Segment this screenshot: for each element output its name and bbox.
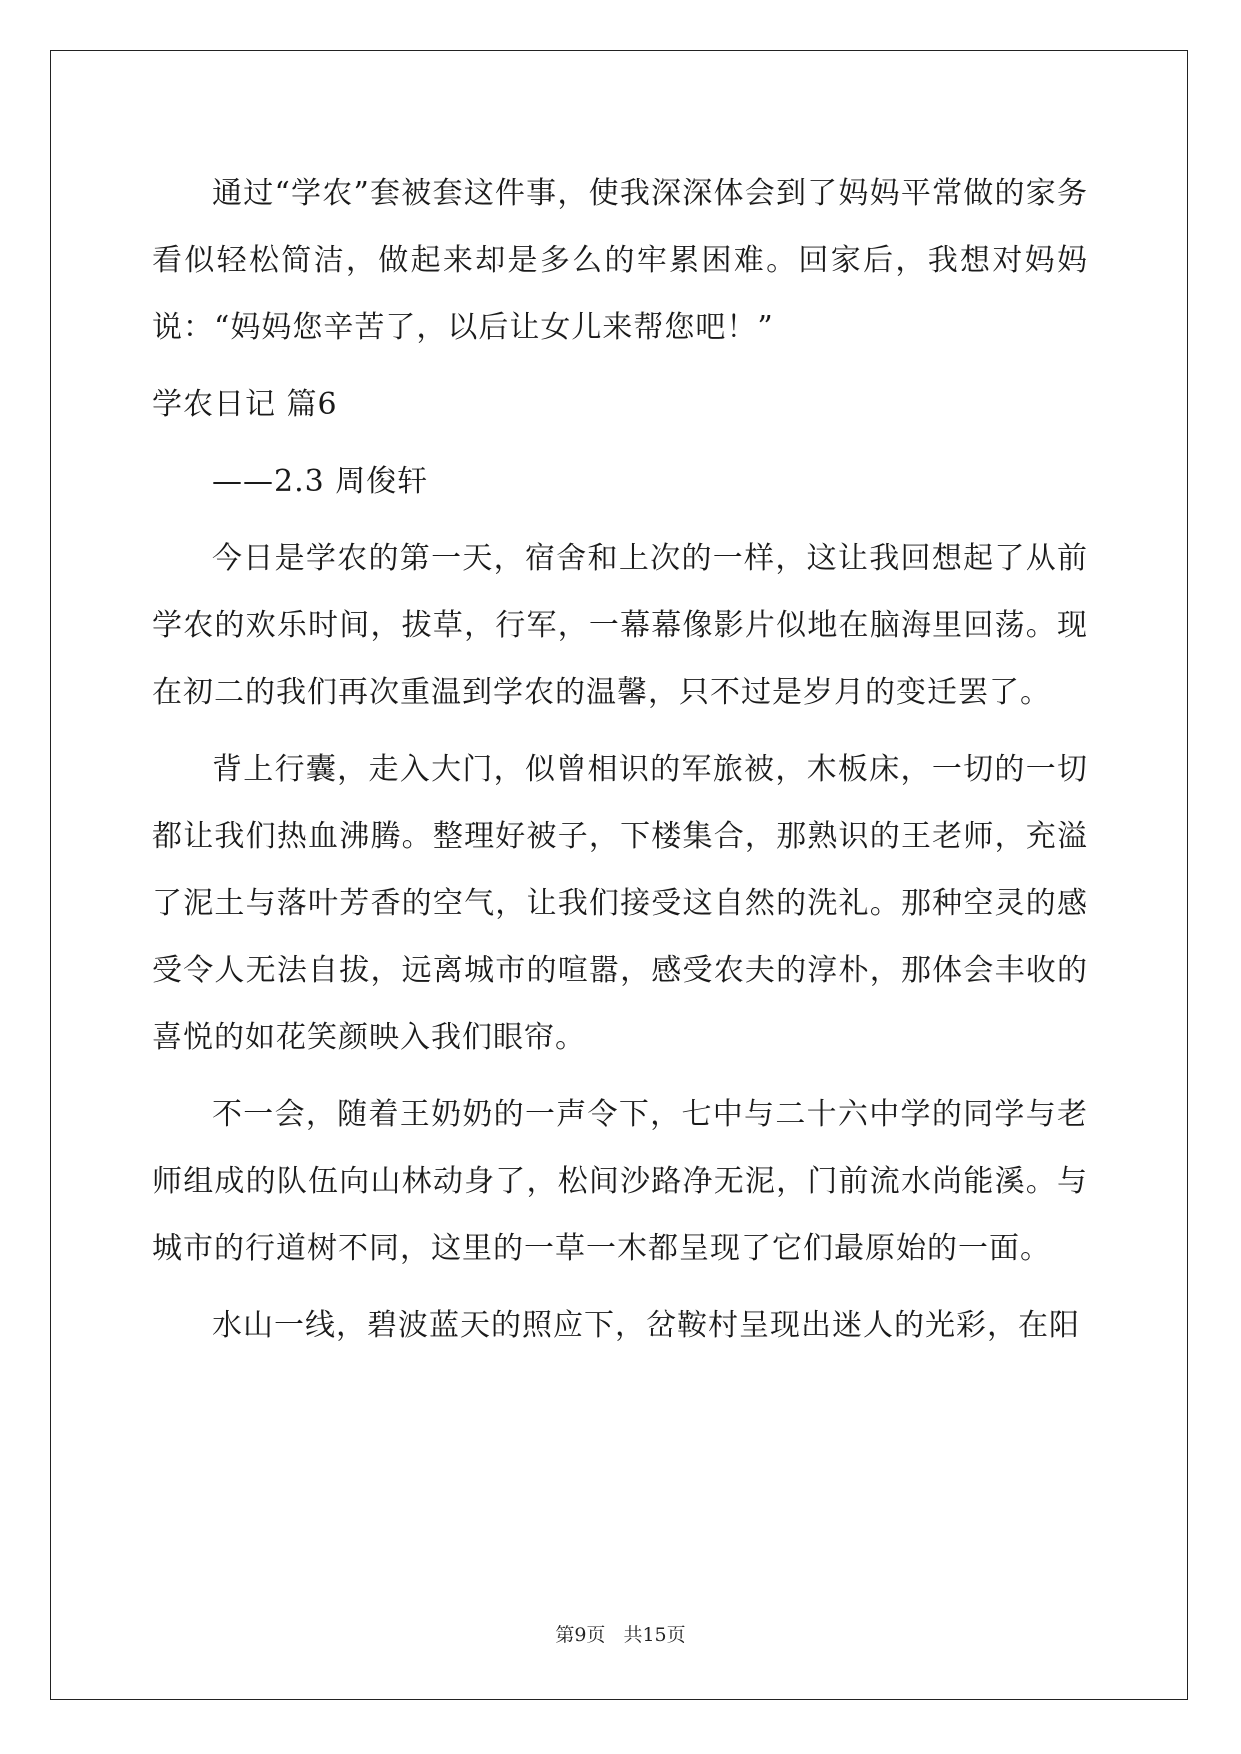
- paragraph-5: 水山一线，碧波蓝天的照应下，岔鞍村呈现出迷人的光彩，在阳: [212, 1308, 1080, 1343]
- author-byline: ——2.3 周俊轩: [212, 464, 429, 499]
- page-footer: [0, 1620, 1241, 1647]
- paragraph-2: 今日是学农的第一天，宿舍和上次的一样，这让我回想起了从前学农的欢乐时间，拔草，行军，一幕幕像影片似地在脑海里回荡。现在初二的我们再次重温到学农的温馨，只不过是岁月的变迁罢了。: [152, 541, 1088, 710]
- document-body: [152, 160, 1088, 1369]
- page-total: 共15页: [623, 1624, 686, 1646]
- paragraph-3: 背上行囊，走入大门，似曾相识的军旅被，木板床，一切的一切都让我们热血沸腾。整理好被子，下楼集合，那熟识的王老师，充溢了泥土与落叶芳香的空气，让我们接受这自然的洗礼。那种空灵的感受令人无法自拔，远离城市的喧嚣，感受农夫的淳朴，那体会丰收的喜悦的如花笑颜映入我们眼帘。: [152, 752, 1088, 1055]
- section-heading: 学农日记 篇6: [152, 387, 338, 422]
- page-number: 第9页: [555, 1624, 606, 1646]
- paragraph-4: 不一会，随着王奶奶的一声令下，七中与二十六中学的同学与老师组成的队伍向山林动身了，松间沙路净无泥，门前流水尚能溪。与城市的行道树不同，这里的一草一木都呈现了它们最原始的一面。: [152, 1097, 1088, 1266]
- paragraph-1: 通过“学农”套被套这件事，使我深深体会到了妈妈平常做的家务看似轻松简洁，做起来却是多么的牢累困难。回家后，我想对妈妈说：“妈妈您辛苦了，以后让女儿来帮您吧！”: [152, 176, 1088, 345]
